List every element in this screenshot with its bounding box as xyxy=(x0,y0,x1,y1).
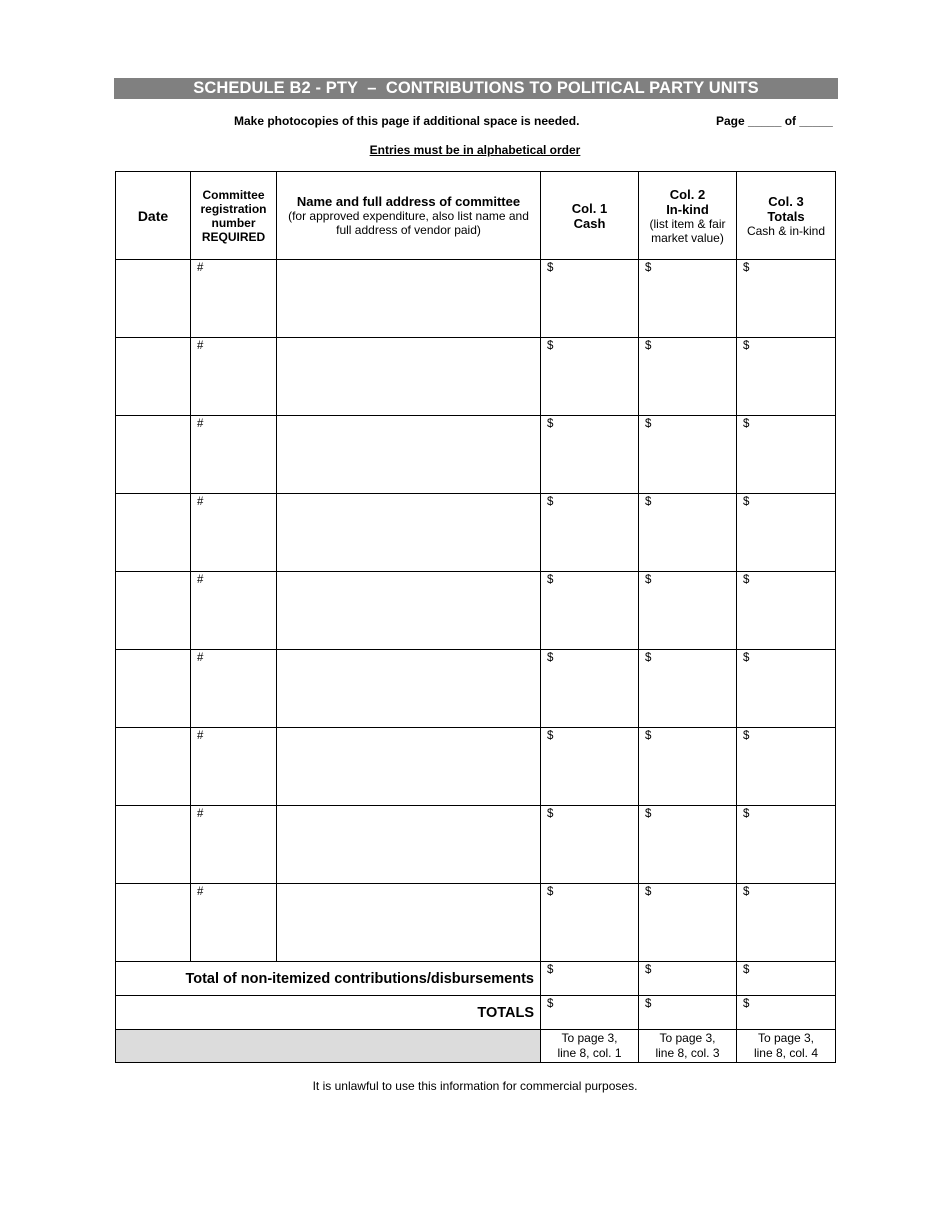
nonitemized-total-label: Total of non-itemized contributions/disbursements xyxy=(116,962,541,996)
header-col3-name: Totals xyxy=(767,208,805,224)
date-field[interactable] xyxy=(116,572,191,650)
number-sign-mark: # xyxy=(197,574,204,586)
total-amount-field[interactable] xyxy=(737,728,836,806)
table-row xyxy=(116,416,836,494)
contributions-table xyxy=(115,171,836,1063)
total-amount-field[interactable] xyxy=(737,338,836,416)
carry-forward-note-col2 xyxy=(639,1030,737,1063)
table-row xyxy=(116,494,836,572)
currency-mark: $ xyxy=(645,886,652,898)
carry-forward-note-col3 xyxy=(737,1030,836,1063)
carry-forward-note-line: To page 3, xyxy=(561,1031,618,1045)
currency-mark: $ xyxy=(547,418,554,430)
currency-mark: $ xyxy=(743,998,750,1010)
currency-mark: $ xyxy=(547,652,554,664)
registration-number-field[interactable] xyxy=(191,728,277,806)
table-header-row xyxy=(116,172,836,260)
totals-col3-field[interactable] xyxy=(737,996,836,1030)
shaded-blank-cell xyxy=(116,1030,541,1063)
name-address-field[interactable] xyxy=(277,416,541,494)
schedule-title: SCHEDULE B2 - PTY – CONTRIBUTIONS TO POLITICAL PARTY UNITS xyxy=(114,78,838,99)
inkind-amount-field[interactable] xyxy=(639,416,737,494)
number-sign-mark: # xyxy=(197,418,204,430)
header-name-title: Name and full address of committee xyxy=(296,194,521,209)
header-col3-subtitle: Cash & in-kind xyxy=(746,223,826,238)
photocopy-instruction: Make photocopies of this page if additional space is needed. xyxy=(234,114,580,128)
cash-amount-field[interactable] xyxy=(541,728,639,806)
name-address-field[interactable] xyxy=(277,806,541,884)
cash-amount-field[interactable] xyxy=(541,572,639,650)
nonitemized-col2-field[interactable] xyxy=(639,962,737,996)
inkind-amount-field[interactable] xyxy=(639,650,737,728)
cash-amount-field[interactable] xyxy=(541,260,639,338)
currency-mark: $ xyxy=(547,262,554,274)
number-sign-mark: # xyxy=(197,808,204,820)
currency-mark: $ xyxy=(645,652,652,664)
carry-forward-note-line: To page 3, xyxy=(757,1031,815,1045)
carry-forward-note-line: line 8, col. 3 xyxy=(655,1046,720,1060)
number-sign-mark: # xyxy=(197,652,204,664)
total-amount-field[interactable] xyxy=(737,572,836,650)
carry-forward-note-line: To page 3, xyxy=(659,1031,716,1045)
header-col1-cash xyxy=(541,172,639,260)
registration-number-field[interactable] xyxy=(191,260,277,338)
currency-mark: $ xyxy=(743,418,750,430)
date-field[interactable] xyxy=(116,260,191,338)
registration-number-field[interactable] xyxy=(191,806,277,884)
header-col3-totals xyxy=(737,172,836,260)
total-amount-field[interactable] xyxy=(737,884,836,962)
currency-mark: $ xyxy=(645,574,652,586)
name-address-field[interactable] xyxy=(277,572,541,650)
header-col2-subtitle: (list item & fair market value) xyxy=(649,216,726,245)
currency-mark: $ xyxy=(547,808,554,820)
alphabetical-order-note: Entries must be in alphabetical order xyxy=(369,143,581,157)
cash-amount-field[interactable] xyxy=(541,494,639,572)
header-registration-number xyxy=(191,172,277,260)
inkind-amount-field[interactable] xyxy=(639,728,737,806)
header-col1-label: Col. 1 xyxy=(571,200,608,216)
header-col3-label: Col. 3 xyxy=(768,193,804,209)
carry-forward-note-col1 xyxy=(541,1030,639,1063)
table-row xyxy=(116,728,836,806)
inkind-amount-field[interactable] xyxy=(639,260,737,338)
inkind-amount-field[interactable] xyxy=(639,494,737,572)
name-address-field[interactable] xyxy=(277,650,541,728)
entry-rows xyxy=(116,260,836,962)
date-field[interactable] xyxy=(116,806,191,884)
inkind-amount-field[interactable] xyxy=(639,338,737,416)
registration-number-field[interactable] xyxy=(191,884,277,962)
header-registration-line-3: number xyxy=(211,215,256,230)
currency-mark: $ xyxy=(547,496,554,508)
carry-forward-note-line: line 8, col. 4 xyxy=(753,1046,819,1060)
inkind-amount-field[interactable] xyxy=(639,572,737,650)
currency-mark: $ xyxy=(743,262,750,274)
header-name-address xyxy=(277,172,541,260)
totals-row xyxy=(116,996,836,1030)
total-amount-field[interactable] xyxy=(737,650,836,728)
currency-mark: $ xyxy=(645,262,652,274)
currency-mark: $ xyxy=(743,730,750,742)
table-row xyxy=(116,884,836,962)
totals-col2-field[interactable] xyxy=(639,996,737,1030)
name-address-field[interactable] xyxy=(277,884,541,962)
table-row xyxy=(116,572,836,650)
commercial-use-disclaimer: It is unlawful to use this information for commercial purposes. xyxy=(312,1079,638,1093)
currency-mark: $ xyxy=(743,964,750,976)
header-registration-line-1: Committee xyxy=(202,187,265,202)
number-sign-mark: # xyxy=(197,262,204,274)
currency-mark: $ xyxy=(645,418,652,430)
table-row xyxy=(116,650,836,728)
table-row xyxy=(116,806,836,884)
currency-mark: $ xyxy=(645,808,652,820)
currency-mark: $ xyxy=(645,730,652,742)
page-number-indicator: Page _____ of _____ xyxy=(716,114,833,128)
cash-amount-field[interactable] xyxy=(541,884,639,962)
currency-mark: $ xyxy=(547,964,554,976)
total-amount-field[interactable] xyxy=(737,806,836,884)
cash-amount-field[interactable] xyxy=(541,806,639,884)
registration-number-field[interactable] xyxy=(191,494,277,572)
number-sign-mark: # xyxy=(197,340,204,352)
registration-number-field[interactable] xyxy=(191,572,277,650)
currency-mark: $ xyxy=(547,574,554,586)
carry-forward-row xyxy=(116,1030,836,1063)
total-amount-field[interactable] xyxy=(737,260,836,338)
header-date: Date xyxy=(116,172,191,260)
number-sign-mark: # xyxy=(197,730,204,742)
totals-label: TOTALS xyxy=(116,996,541,1030)
currency-mark: $ xyxy=(743,496,750,508)
nonitemized-col1-field[interactable] xyxy=(541,962,639,996)
date-field[interactable] xyxy=(116,416,191,494)
registration-number-field[interactable] xyxy=(191,416,277,494)
number-sign-mark: # xyxy=(197,886,204,898)
inkind-amount-field[interactable] xyxy=(639,806,737,884)
cash-amount-field[interactable] xyxy=(541,338,639,416)
header-col2-label: Col. 2 xyxy=(669,186,706,202)
total-amount-field[interactable] xyxy=(737,416,836,494)
header-name-subtitle: (for approved expenditure, also list name and full address of vendor paid) xyxy=(288,209,529,237)
currency-mark: $ xyxy=(743,574,750,586)
currency-mark: $ xyxy=(645,340,652,352)
currency-mark: $ xyxy=(645,998,652,1010)
name-address-field[interactable] xyxy=(277,338,541,416)
cash-amount-field[interactable] xyxy=(541,416,639,494)
header-col2-name: In-kind xyxy=(666,201,709,217)
total-amount-field[interactable] xyxy=(737,494,836,572)
currency-mark: $ xyxy=(645,496,652,508)
carry-forward-note-line: line 8, col. 1 xyxy=(557,1046,622,1060)
registration-number-field[interactable] xyxy=(191,338,277,416)
currency-mark: $ xyxy=(743,808,750,820)
totals-col1-field[interactable] xyxy=(541,996,639,1030)
currency-mark: $ xyxy=(743,652,750,664)
nonitemized-col3-field[interactable] xyxy=(737,962,836,996)
number-sign-mark: # xyxy=(197,496,204,508)
currency-mark: $ xyxy=(743,886,750,898)
currency-mark: $ xyxy=(547,730,554,742)
nonitemized-total-row xyxy=(116,962,836,996)
date-field[interactable] xyxy=(116,494,191,572)
name-address-field[interactable] xyxy=(277,728,541,806)
currency-mark: $ xyxy=(547,886,554,898)
inkind-amount-field[interactable] xyxy=(639,884,737,962)
currency-mark: $ xyxy=(547,340,554,352)
currency-mark: $ xyxy=(645,964,652,976)
currency-mark: $ xyxy=(547,998,554,1010)
table-row xyxy=(116,338,836,416)
currency-mark: $ xyxy=(743,340,750,352)
date-field[interactable] xyxy=(116,650,191,728)
date-field[interactable] xyxy=(116,884,191,962)
header-col1-name: Cash xyxy=(573,215,606,231)
table-row xyxy=(116,260,836,338)
date-field[interactable] xyxy=(116,728,191,806)
date-field[interactable] xyxy=(116,338,191,416)
header-col2-inkind xyxy=(639,172,737,260)
registration-number-field[interactable] xyxy=(191,650,277,728)
header-registration-line-2: registration xyxy=(200,201,267,216)
name-address-field[interactable] xyxy=(277,260,541,338)
header-registration-line-4: REQUIRED xyxy=(201,229,266,244)
name-address-field[interactable] xyxy=(277,494,541,572)
cash-amount-field[interactable] xyxy=(541,650,639,728)
